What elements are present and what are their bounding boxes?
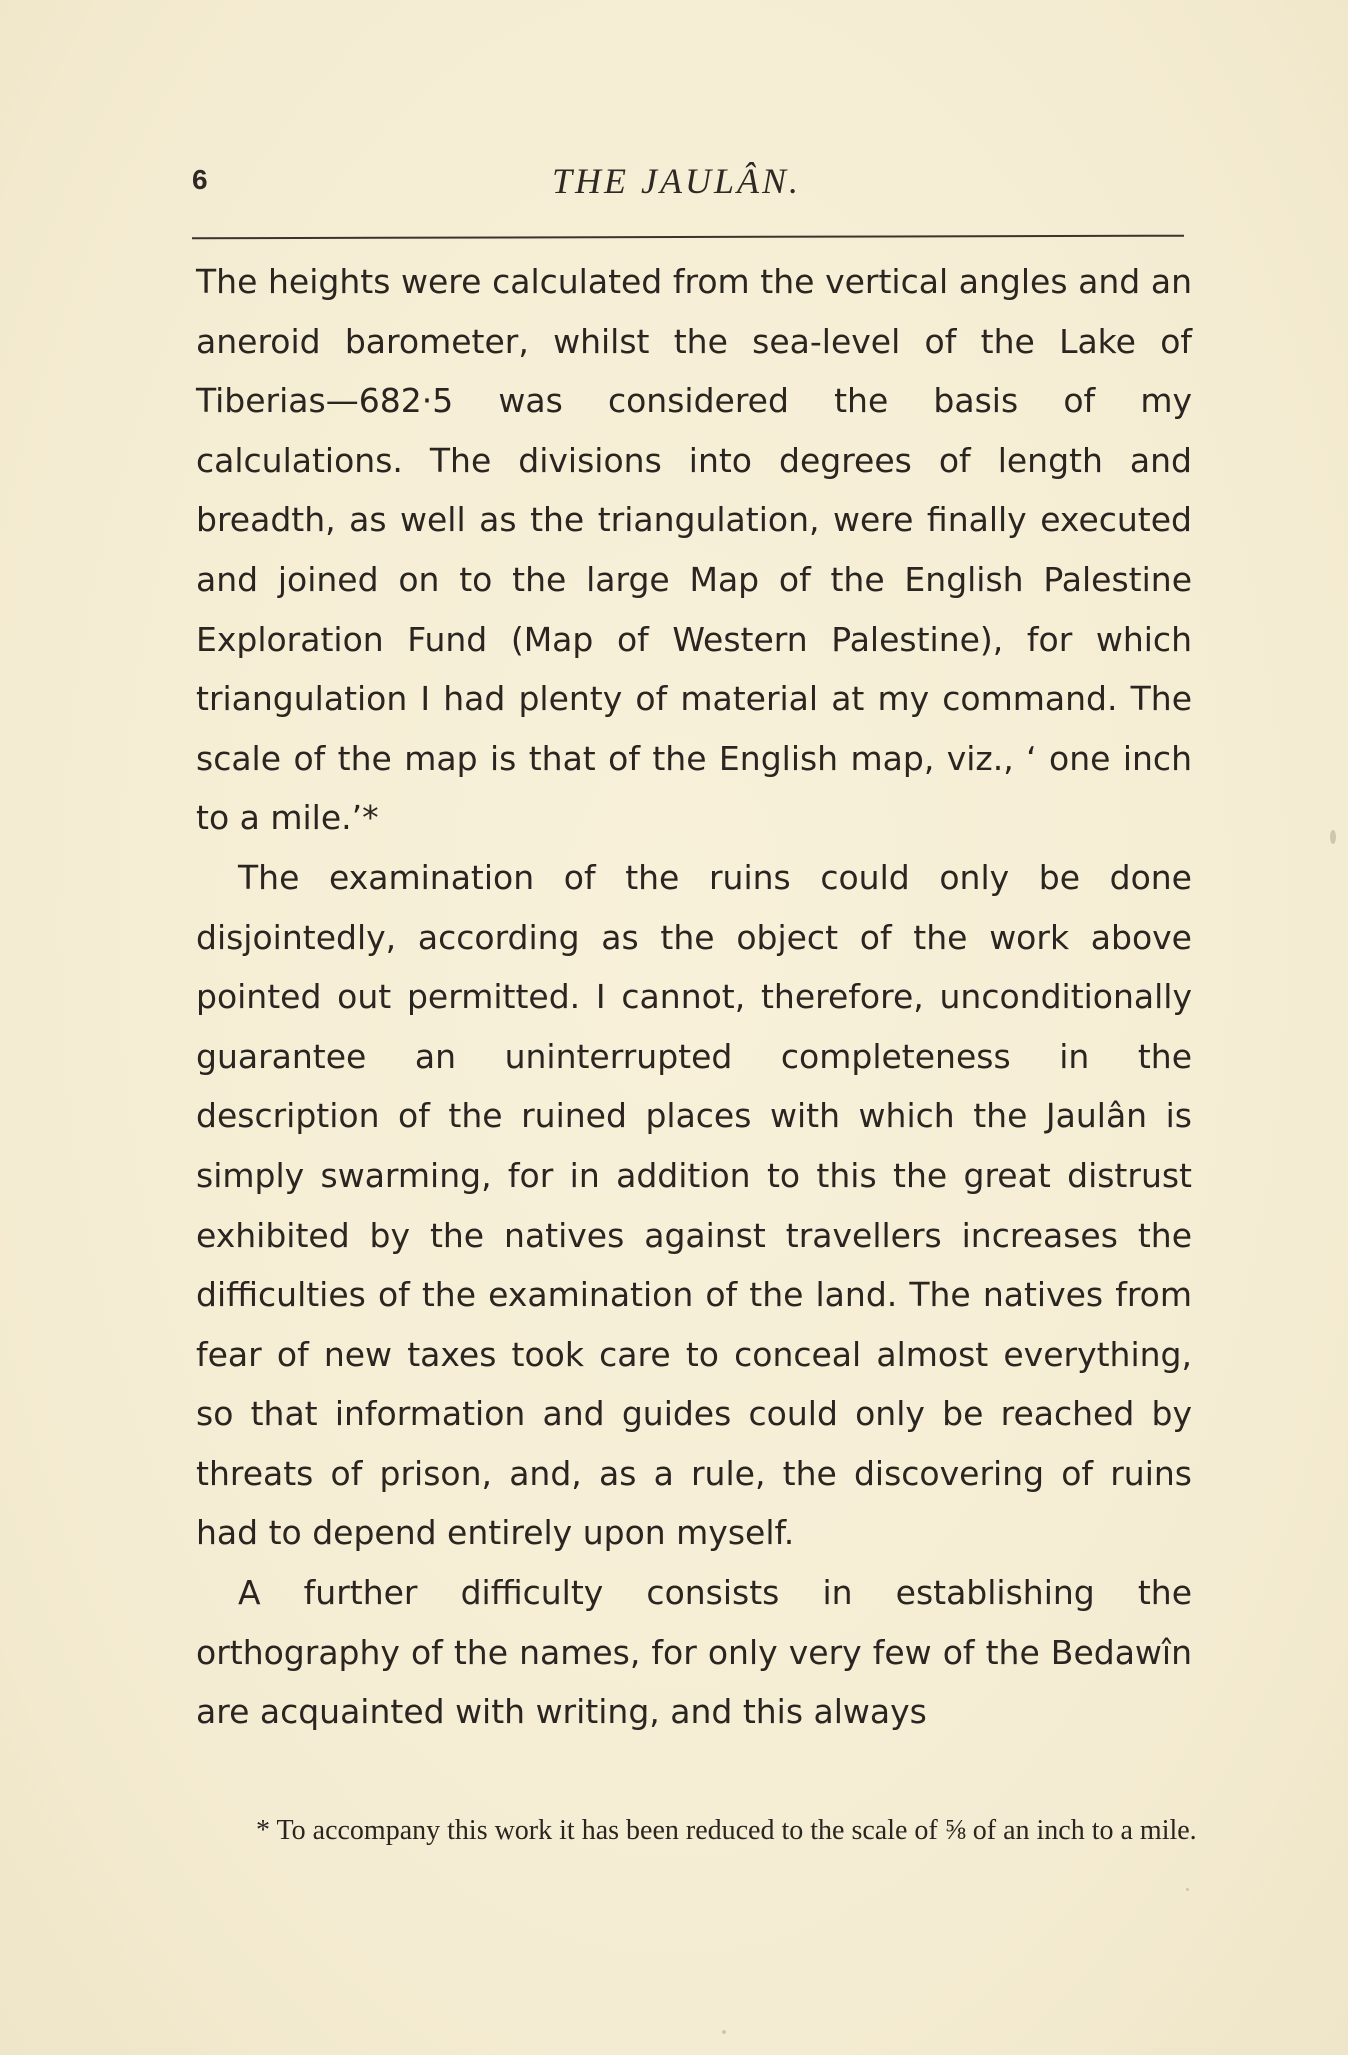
paper-speck bbox=[1330, 830, 1336, 844]
page-number: 6 bbox=[192, 164, 208, 195]
footnote-text: * To accompany this work it has been reduced to the scale of ⅝ of an inch to a mile. bbox=[256, 1815, 1197, 1846]
footnote bbox=[208, 1810, 1198, 1852]
running-head bbox=[192, 160, 1182, 206]
header-rule bbox=[192, 235, 1184, 240]
paper-speck bbox=[722, 2030, 726, 2034]
paragraph-3: A further difficulty consists in establishing the orthography of the names, for only very few of the Bedawîn are acquainted with writing, and this always bbox=[196, 1573, 1192, 1732]
paragraph-2: The examination of the ruins could only be done disjointedly, according as the object of the work above pointed out permitted. I cannot, therefore, unconditionally guarantee an uninterrupted completeness in the description of the ruined places with which the Jaulân is simply swarming, for in addition to this the great distrust exhibited by the natives against travellers increases the difficulties of the examination of the land. The natives from fear of new taxes took care to conceal almost everything, so that information and guides could only be reached by threats of prison, and, as a rule, the discovering of ruins had to depend entirely upon myself. bbox=[196, 857, 1192, 1553]
body-text bbox=[196, 252, 1192, 1742]
paper-speck bbox=[1186, 1888, 1189, 1891]
paragraph-1: The heights were calculated from the vertical angles and an aneroid barometer, whilst the sea-level of the Lake of Tiberias—682·5 was considered the basis of my calculations. The divisions into degrees of length and breadth, as well as the triangulation, were finally executed and joined on to the large Map of the English Palestine Exploration Fund (Map of Western Palestine), for which triangulation I had plenty of material at my command. The scale of the map is that of the English map, viz., ‘ one inch to a mile.’* bbox=[196, 262, 1192, 838]
running-title: THE JAULÂN. bbox=[552, 161, 801, 201]
